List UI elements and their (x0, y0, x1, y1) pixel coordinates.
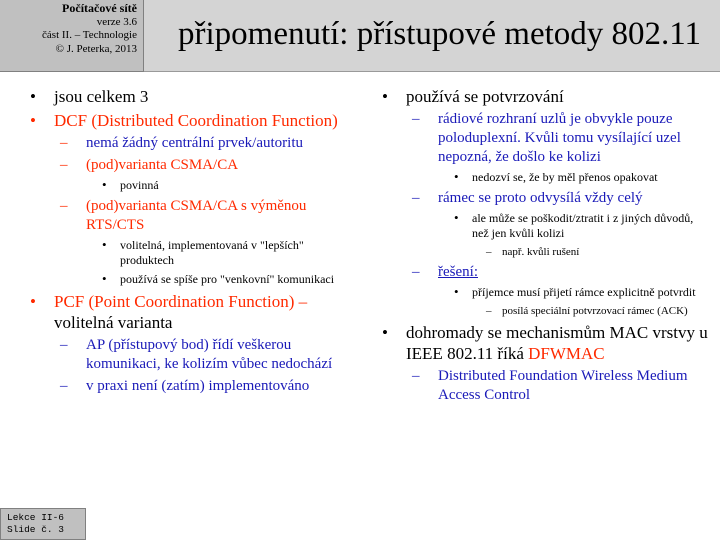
dash-icon: – (412, 264, 420, 280)
sub-dfwmac-expansion: – Distributed Foundation Wireless Medium Access Control (412, 368, 688, 403)
sub-no-retransmit: • nedozví se, že by měl přenos opakovat (454, 169, 658, 184)
dash-icon: – (60, 378, 68, 394)
sub-optional: • volitelná, implementovaná v "lepších" produktech (102, 237, 304, 267)
right-column (378, 86, 708, 408)
author: © J. Peterka, 2013 (55, 42, 137, 55)
bullet-dot-icon: • (454, 210, 459, 225)
version: verze 3.6 (96, 15, 137, 28)
lesson-label: Lekce II-6 (7, 512, 65, 523)
sub-solution: – řešení: (412, 264, 478, 280)
bullet-dot-icon: • (102, 177, 107, 192)
slide-title: připomenutí: přístupové metody 802.11 (178, 16, 702, 52)
bullet-dcf: • DCF (Distributed Coordination Function) (30, 111, 338, 130)
bullet-count: • jsou celkem 3 (30, 87, 149, 106)
sub-receiver-confirms: • příjemce musí přijetí rámce explicitně potvrdit (454, 284, 696, 299)
bullet-dot-icon: • (30, 87, 36, 106)
course-part: část II. – Technologie (42, 29, 137, 41)
bullet-pcf: • PCF (Point Coordination Function) – volitelná varianta (30, 292, 308, 332)
sub-outdoor: • používá se spíše pro "venkovní" komunikaci (102, 271, 335, 286)
bullet-acknowledgement: • používá se potvrzování (382, 87, 564, 106)
sub-csma-ca: – (pod)varianta CSMA/CA (60, 157, 239, 173)
dash-icon: – (60, 135, 68, 151)
bullet-dot-icon: • (30, 292, 36, 311)
sub-other-reasons: • ale může se poškodit/ztratit i z jiných důvodů, než jen kvůli kolizi (454, 210, 694, 240)
course-name: Počítačové sítě (62, 1, 137, 15)
slide-number-box (0, 508, 86, 540)
bullet-dot-icon: • (454, 284, 459, 299)
sub-csma-rts-cts: – (pod)varianta CSMA/CA s výměnou RTS/CTS (60, 198, 307, 233)
dash-icon: – (412, 111, 420, 127)
dash-icon: – (60, 198, 68, 214)
sub-ap-control: – AP (přístupový bod) řídí veškerou komunikaci, ke kolizím vůbec nedochází (60, 337, 333, 372)
title-bar (144, 0, 720, 72)
sub-interference: – např. kvůli rušení (486, 246, 580, 258)
sub-no-central: – nemá žádný centrální prvek/autoritu (60, 135, 303, 151)
left-column (26, 86, 354, 399)
dash-icon: – (412, 368, 420, 384)
bullet-dot-icon: • (382, 87, 388, 106)
dash-icon: – (486, 246, 492, 258)
sub-ack-frame: – posílá speciální potvrzovací rámec (ACK) (486, 305, 688, 317)
dash-icon: – (60, 157, 68, 173)
dash-icon: – (412, 190, 420, 206)
sub-whole-frame: – rámec se proto odvysílá vždy celý (412, 190, 643, 206)
course-info-box (0, 0, 144, 72)
bullet-dot-icon: • (102, 271, 107, 286)
bullet-dot-icon: • (102, 237, 107, 252)
sub-not-implemented: – v praxi není (zatím) implementováno (60, 378, 310, 394)
bullet-dfwmac: • dohromady se mechanismům MAC vrstvy u IEEE 802.11 říká DFWMAC (382, 323, 708, 363)
dash-icon: – (60, 337, 68, 353)
sub-mandatory: • povinná (102, 177, 159, 192)
bullet-dot-icon: • (30, 111, 36, 130)
bullet-dot-icon: • (454, 169, 459, 184)
sub-half-duplex: – rádiové rozhraní uzlů je obvykle pouze poloduplexní. Kvůli tomu vysílající uzel nepozná, že došlo ke kolizi (412, 111, 681, 165)
bullet-dot-icon: • (382, 323, 388, 342)
dash-icon: – (486, 305, 492, 317)
slide-label: Slide č. 3 (7, 524, 65, 535)
